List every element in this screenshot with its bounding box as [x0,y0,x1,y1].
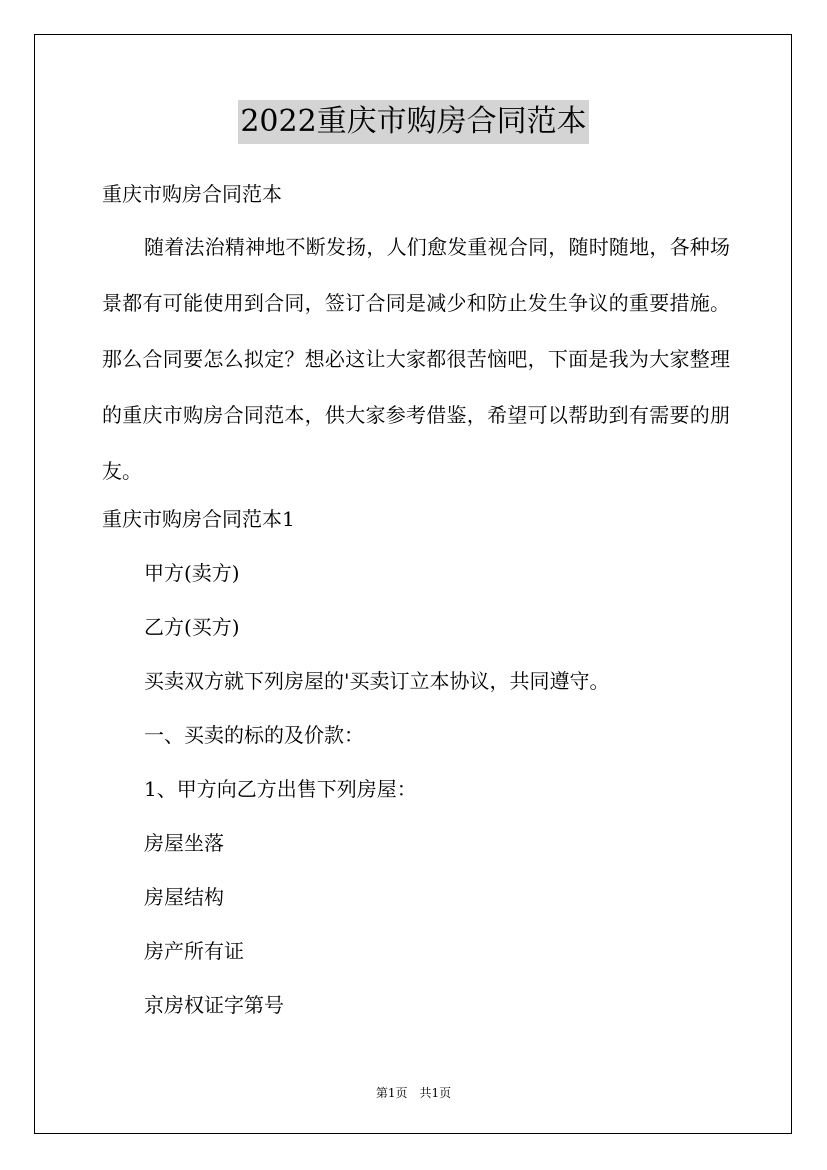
body-line-seller: 甲方(卖方) [144,561,240,585]
document-subtitle: 重庆市购房合同范本 [102,182,282,206]
body-line-item-one: 1、甲方向乙方出售下列房屋： [144,777,417,801]
body-line-clause-one: 一、买卖的标的及价款： [144,723,364,747]
body-line-structure: 房屋结构 [144,885,224,909]
document-title-text: 2022重庆市购房合同范本 [238,100,588,144]
body-line-cert-number: 京房权证字第号 [144,993,284,1017]
section-heading: 重庆市购房合同范本1 [102,507,295,531]
body-line-certificate: 房产所有证 [144,939,244,963]
document-title [0,100,827,144]
body-line-buyer: 乙方(买方) [144,615,240,639]
page-total: 共1页 [419,1086,452,1100]
body-line-location: 房屋坐落 [144,831,224,855]
page-number: 第1页 [375,1086,408,1100]
body-line-agreement: 买卖双方就下列房屋的'买卖订立本协议，共同遵守。 [144,669,610,693]
intro-paragraph: 随着法治精神地不断发扬，人们愈发重视合同，随时随地，各种场景都有可能使用到合同，签订合同是减少和防止发生争议的重要措施。那么合同要怎么拟定？想必这让大家都很苦恼吧，下面是我为大家整理的重庆市购房合同范本，供大家参考借鉴，希望可以帮助到有需要的朋友。 [102,235,730,483]
page-footer [0,1084,827,1101]
